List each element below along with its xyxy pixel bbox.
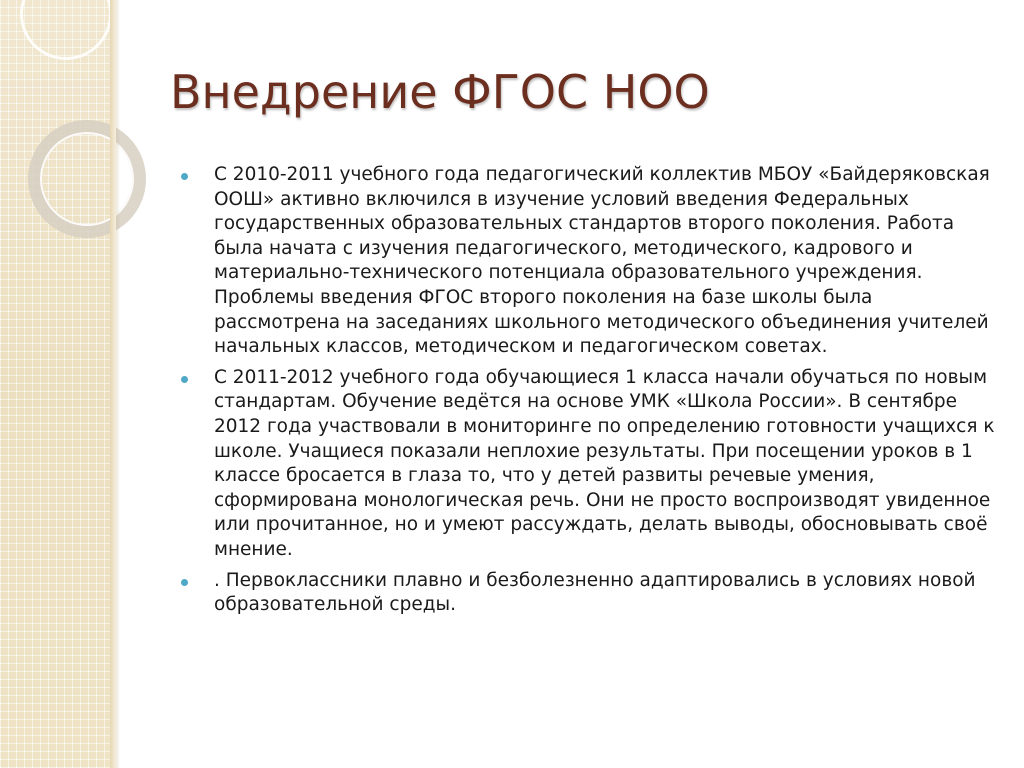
bullet-list <box>178 163 998 624</box>
bullet-dot-icon <box>181 579 188 586</box>
bullet-item <box>178 569 998 618</box>
bullet-text: С 2010-2011 учебного года педагогический коллектив МБОУ «Байдеряковская ООШ» активно включился в изучение условий введения Федеральных государственных образовательных стандартов второго поколения. Работа была начата с изучения педагогического, методического, кадрового и материально-технического потенциала образовательного учреждения. Проблемы введения ФГОС второго поколения на базе школы была рассмотрена на заседаниях школьного методического объединения учителей начальных классов, методическом и педагогическом советах. <box>214 164 990 358</box>
bullet-item <box>178 163 998 360</box>
decorative-side-panel <box>0 0 110 768</box>
bullet-text: С 2011-2012 учебного года обучающиеся 1 класса начали обучаться по новым стандартам. Обучение ведётся на основе УМК «Школа России». В сентябре 2012 года участвовали в мониторинге по определению готовности учащихся к школе. Учащиеся показали неплохие результаты. При посещении уроков в 1 классе бросается в глаза то, что у детей развиты речевые умения, сформирована монологическая речь. Они не просто воспроизводят увиденное или прочитанное, но и умеют рассуждать, делать выводы, обосновывать своё мнение. <box>214 366 995 560</box>
bullet-dot-icon <box>181 173 188 180</box>
bullet-item <box>178 366 998 563</box>
slide-title: Внедрение ФГОС НОО <box>170 65 710 119</box>
side-panel-shadow <box>116 0 120 768</box>
decorative-circle-top <box>20 0 112 60</box>
bullet-dot-icon <box>181 376 188 383</box>
bullet-text: . Первоклассники плавно и безболезненно адаптировались в условиях новой образовательной среды. <box>214 569 976 616</box>
